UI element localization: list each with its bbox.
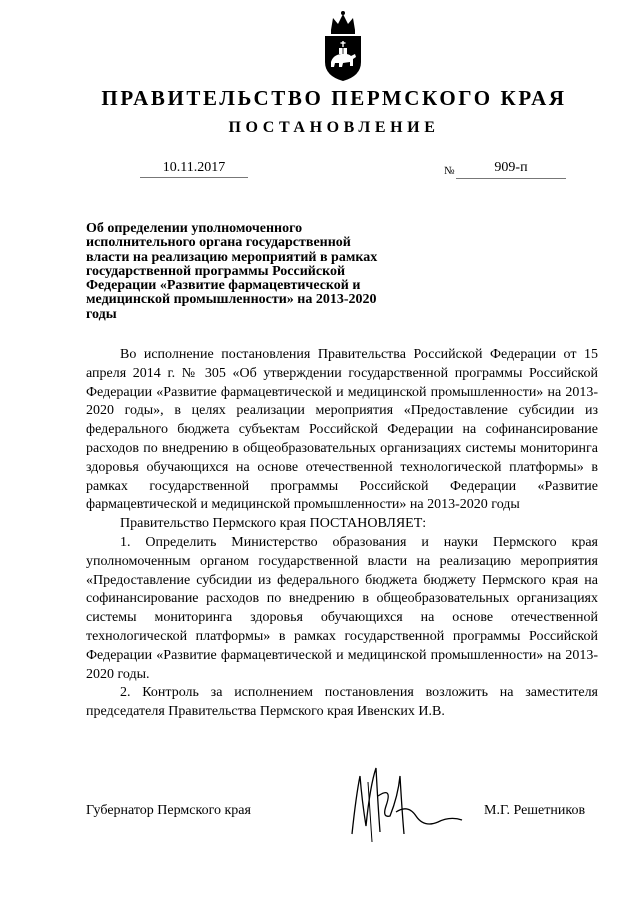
- signatory-position: Губернатор Пермского края: [86, 803, 251, 818]
- number-sign: №: [444, 165, 455, 177]
- handwritten-signature-icon: [338, 756, 488, 846]
- document-subject: Об определении уполномоченного исполнительного органа государственной власти на реализацию мероприятий в рамках государственной программы Российской Федерации «Развитие фармацевтической и медицинской промышленности» на 2013-2020 годы: [86, 221, 378, 322]
- document-number: 909-п: [456, 160, 566, 179]
- signatory-name: М.Г. Решетников: [484, 803, 586, 818]
- body-paragraph: 1. Определить Министерство образования и науки Пермского края уполномоченным органом государственной власти на реализацию мероприятия «Предоставление субсидии из федерального бюджета бюджету Пермского края на софинансирование расходов по внедрению в общеобразовательных организациях системы мониторинга здоровья обучающихся на основе отечественной технологической платформы» в рамках государственной программы Российской Федерации «Развитие фармацевтической и медицинской промышленности» на 2013-2020 годы.: [86, 534, 598, 682]
- body-paragraph: Правительство Пермского края ПОСТАНОВЛЯЕТ:: [120, 516, 427, 532]
- coat-of-arms-icon: [321, 10, 365, 82]
- document-date: 10.11.2017: [140, 160, 248, 178]
- organization-title: ПРАВИТЕЛЬСТВО ПЕРМСКОГО КРАЯ: [101, 86, 567, 110]
- body-paragraph: Во исполнение постановления Правительства Российской Федерации от 15 апреля 2014 г. № 305 «Об утверждении государственной программы Российской Федерации «Развитие фармацевтической и медицинской промышленности» на 2013-2020 годы», в целях реализации мероприятия «Предоставление субсидии из федерального бюджета субъектам Российской Федерации на софинансирование расходов по внедрению в общеобразовательных организациях системы мониторинга здоровья обучающихся на основе отечественной технологической платформы» в рамках государственной программы Российской Федерации «Развитие фармацевтической и медицинской промышленности» на 2013-2020 годы: [86, 347, 598, 513]
- body-paragraph: 2. Контроль за исполнением постановления возложить на заместителя председателя Правительства Пермского края Ивенских И.В.: [86, 685, 598, 720]
- document-number-block: [444, 160, 566, 180]
- document-body: [86, 346, 598, 722]
- document-type: ПОСТАНОВЛЕНИЕ: [228, 119, 440, 136]
